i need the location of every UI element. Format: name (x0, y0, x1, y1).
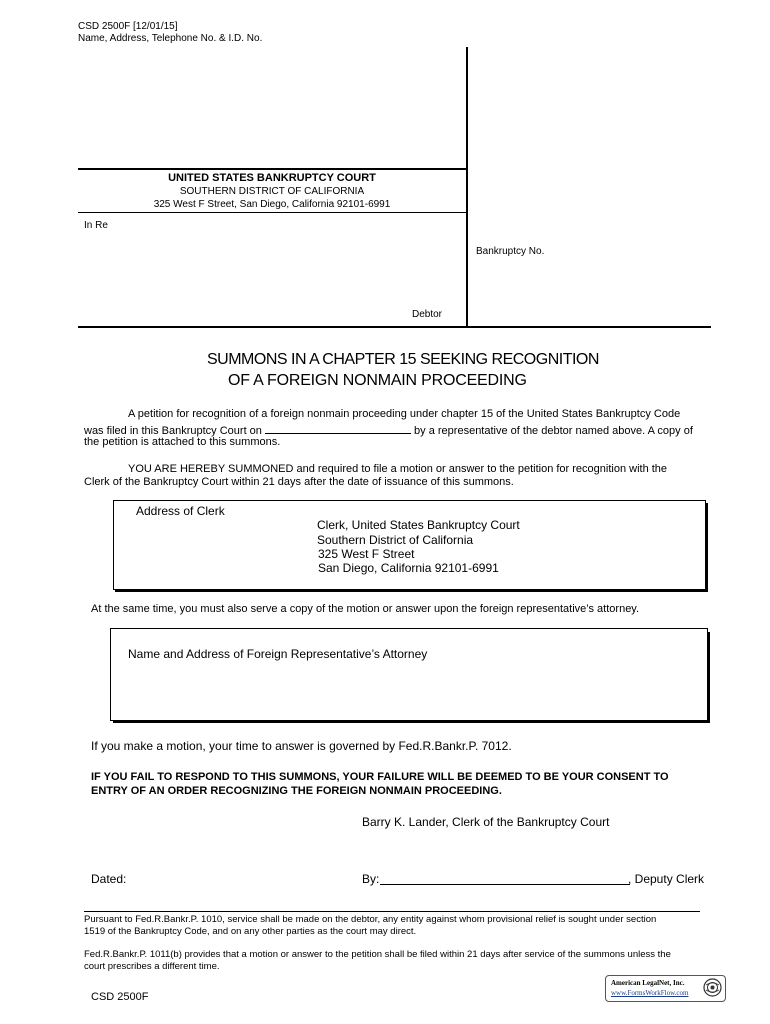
court-district: SOUTHERN DISTRICT OF CALIFORNIA (179, 186, 365, 197)
court-bottom-rule (78, 212, 466, 213)
serve-attorney-text: At the same time, you must also serve a copy of the motion or answer upon the foreign representative’s attorney. (91, 603, 640, 615)
clerk-address-line1: Clerk, United States Bankruptcy Court (317, 518, 520, 532)
caption-bottom-rule (78, 326, 711, 328)
deputy-signature-line[interactable] (380, 884, 630, 885)
document-title-line2: OF A FOREIGN NONMAIN PROCEEDING (228, 372, 527, 389)
bankruptcy-no-label: Bankruptcy No. (476, 246, 545, 257)
logo-company-name: American LegalNet, Inc. (611, 979, 685, 987)
court-address: 325 West F Street, San Diego, California 92101-6991 (153, 199, 391, 210)
clerk-address-line2: Southern District of California (317, 533, 474, 547)
clerk-address-label: Address of Clerk (136, 504, 225, 518)
summoned-paragraph-line1: YOU ARE HEREBY SUMMONED and required to file a motion or answer to the petition for recognition with the (128, 463, 668, 475)
dated-label: Dated: (91, 872, 127, 886)
footer-rule (84, 911, 700, 912)
petition-paragraph-line1: A petition for recognition of a foreign nonmain proceeding under chapter 15 of the United States Bankruptcy Code (128, 408, 681, 420)
caption-vertical-divider (466, 47, 468, 327)
form-id: CSD 2500F [12/01/15] (78, 21, 178, 32)
footer-note1-line1: Pursuant to Fed.R.Bankr.P. 1010, service shall be made on the debtor, any entity against whom provisional relief is sought under section (84, 914, 657, 925)
american-legalnet-logo (605, 975, 726, 1002)
clerk-address-line4: San Diego, California 92101-6991 (318, 561, 499, 575)
footer-note2-line2: court prescribes a different time. (84, 961, 220, 972)
footer-note1-line2: 1519 of the Bankruptcy Code, and on any other parties as the court may direct. (84, 926, 417, 937)
summoned-paragraph-line2: Clerk of the Bankruptcy Court within 21 days after the date of issuance of this summons. (84, 476, 514, 488)
globe-icon (703, 978, 722, 997)
filing-date-blank[interactable] (265, 422, 411, 434)
clerk-of-court-name: Barry K. Lander, Clerk of the Bankruptcy Court (362, 815, 610, 829)
attorney-address-box[interactable] (110, 628, 708, 721)
petition-filed-text: was filed in this Bankruptcy Court on (84, 425, 262, 437)
in-re-label: In Re (84, 220, 108, 231)
petition-paragraph-line3: the petition is attached to this summons. (84, 436, 281, 448)
failure-warning-line1: IF YOU FAIL TO RESPOND TO THIS SUMMONS, YOUR FAILURE WILL BE DEEMED TO BE YOUR CONSENT TO (91, 771, 669, 783)
clerk-address-line3: 325 West F Street (318, 547, 415, 561)
by-label: By: (362, 872, 380, 886)
failure-warning-line2: ENTRY OF AN ORDER RECOGNIZING THE FOREIGN NONMAIN PROCEEDING. (91, 785, 502, 797)
deputy-clerk-label: , Deputy Clerk (628, 872, 705, 886)
attorney-box-label: Name and Address of Foreign Representative’s Attorney (128, 647, 428, 661)
court-top-rule (78, 168, 466, 170)
debtor-label: Debtor (412, 309, 443, 320)
petition-rep-text: by a representative of the debtor named above. A copy of (414, 425, 693, 437)
logo-website-link[interactable]: www.FormsWorkFlow.com (611, 989, 689, 997)
form-number: CSD 2500F (91, 991, 149, 1003)
name-address-label: Name, Address, Telephone No. & I.D. No. (78, 33, 263, 44)
document-title-line1: SUMMONS IN A CHAPTER 15 SEEKING RECOGNITION (207, 351, 599, 368)
motion-answer-text: If you make a motion, your time to answer is governed by Fed.R.Bankr.P. 7012. (91, 739, 512, 753)
footer-note2-line1: Fed.R.Bankr.P. 1011(b) provides that a motion or answer to the petition shall be filed within 21 days after service of the summons unless the (84, 949, 671, 960)
court-name: UNITED STATES BANKRUPTCY COURT (168, 172, 376, 184)
